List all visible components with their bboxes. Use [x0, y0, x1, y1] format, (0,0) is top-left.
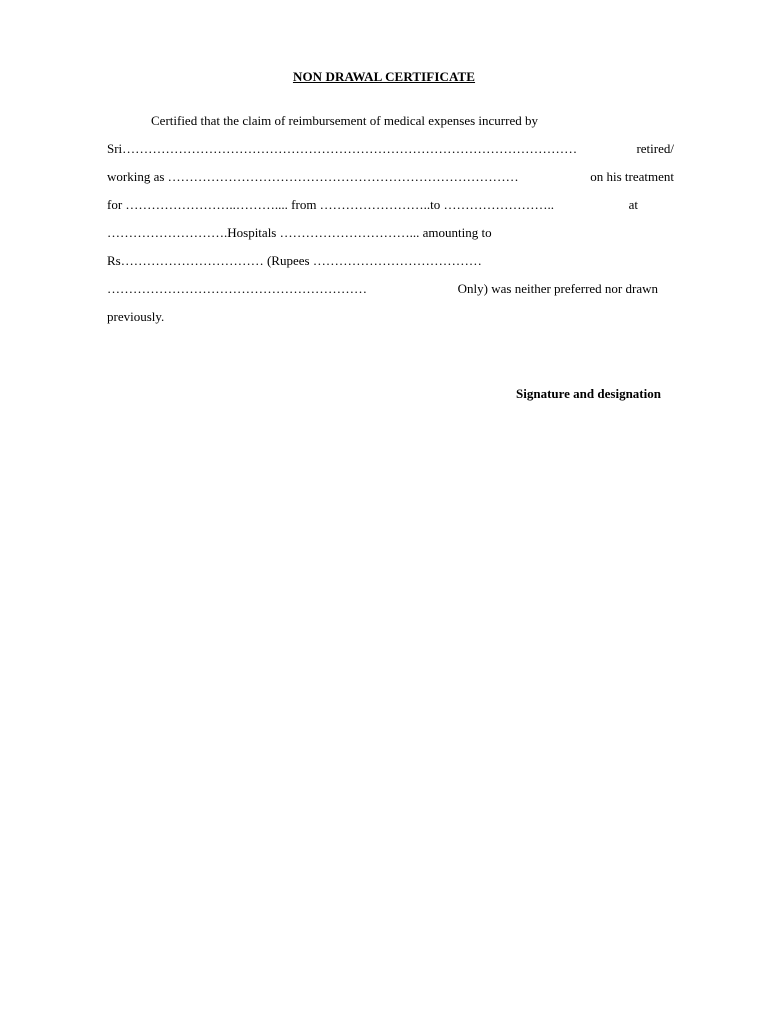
treatment-text: on his treatment: [590, 169, 674, 184]
dates-blank: for ……………………..……….... from ……………………..to ……………………..: [107, 197, 555, 212]
body-line-1: Certified that the claim of reimbursement of medical expenses incurred by: [151, 113, 538, 128]
at-text: at: [628, 197, 638, 212]
page-title: NON DRAWAL CERTIFICATE: [292, 69, 476, 84]
body-line-4: [107, 197, 638, 213]
retired-text: retired/: [636, 141, 674, 156]
body-line-3: [107, 169, 674, 185]
sri-blank: Sri……………………………………………………………………………………………: [107, 141, 578, 156]
amount-words-blank: ……………………………………………………: [107, 281, 367, 296]
working-as-blank: working as ………………………………………………………………………: [107, 169, 519, 184]
body-line-8: previously.: [107, 309, 165, 324]
body-line-6: Rs…………………………… (Rupees …………………………………: [107, 253, 482, 268]
signature-label: Signature and designation: [516, 386, 661, 401]
body-line-2: [107, 141, 674, 157]
body-line-7: [107, 281, 658, 297]
body-line-5: ……………………….Hospitals …………………………... amounting to: [107, 225, 492, 240]
only-text: Only) was neither preferred nor drawn: [457, 281, 658, 296]
